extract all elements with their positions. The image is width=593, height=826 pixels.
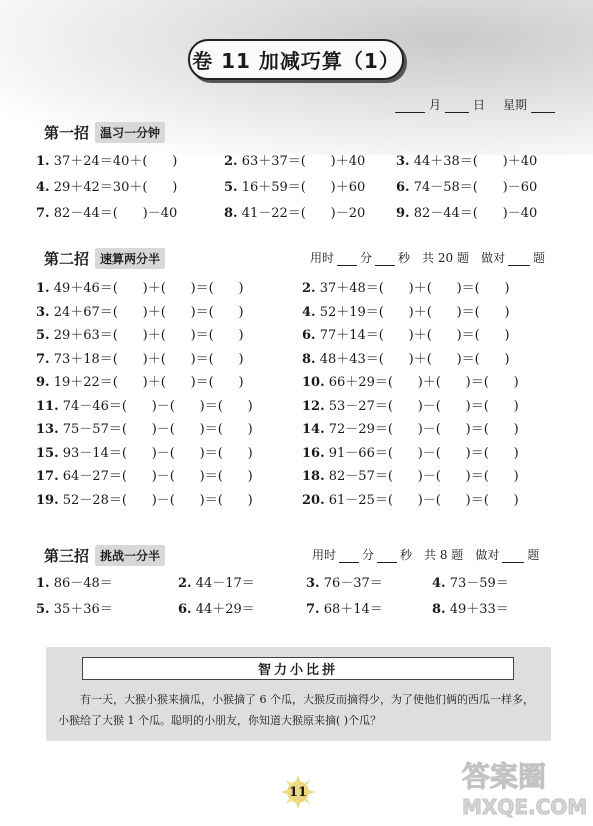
minutes-blank[interactable]	[339, 549, 359, 563]
page-number-badge	[281, 775, 315, 809]
problem-expression[interactable]: 68＋14＝	[323, 602, 383, 617]
timer-sec: 秒	[400, 548, 413, 562]
problem-number: 14.	[302, 422, 325, 437]
problem-expression[interactable]: 49＋33＝	[449, 602, 509, 617]
problem-item	[302, 348, 510, 367]
timer-prefix: 用时	[312, 548, 337, 562]
problem-expression[interactable]: 29＋63＝( )＋( )＝( )	[53, 328, 244, 343]
problem-number: 1.	[36, 576, 50, 591]
section2-label: 第二招	[44, 250, 90, 268]
problem-expression[interactable]: 48＋43＝( )＋( )＝( )	[319, 351, 510, 367]
timer-correct: 做对	[480, 251, 505, 265]
timer-unit: 题	[527, 548, 540, 562]
problem-item	[36, 418, 253, 437]
problem-number: 19.	[36, 492, 59, 508]
timer-unit: 题	[532, 251, 545, 265]
timer-min: 分	[362, 548, 375, 562]
timer-prefix: 用时	[310, 251, 335, 265]
minutes-blank[interactable]	[337, 252, 357, 266]
problem-number: 2.	[178, 576, 192, 591]
problem-item	[36, 572, 113, 591]
problem-number: 16.	[302, 445, 325, 461]
seconds-blank[interactable]	[375, 252, 395, 266]
correct-blank[interactable]	[508, 252, 530, 266]
date-line	[395, 96, 555, 113]
problem-item	[36, 202, 177, 221]
problem-expression[interactable]: 82－57＝( )－( )＝( )	[328, 469, 519, 484]
timer-sec: 秒	[398, 251, 411, 265]
problem-item	[302, 301, 510, 320]
problem-expression[interactable]: 29＋42＝30＋( )	[53, 180, 178, 195]
page-number: 11	[288, 784, 308, 800]
problem-number: 8.	[432, 602, 446, 617]
problem-number: 6.	[396, 180, 410, 195]
section3-tag: 挑战一分半	[95, 545, 165, 566]
problem-item	[36, 176, 177, 195]
puzzle-title: 智力小比拼	[82, 657, 514, 680]
watermark-line2: MXQE.COM	[462, 795, 588, 819]
problem-number: 7.	[306, 602, 320, 617]
problem-number: 5.	[36, 602, 50, 617]
problem-item	[396, 150, 537, 169]
month-blank[interactable]	[395, 99, 425, 113]
problem-expression[interactable]: 44＋38＝( )＋40	[413, 154, 538, 169]
problem-item	[178, 598, 255, 617]
problem-number: 15.	[36, 445, 59, 461]
problem-item	[178, 572, 255, 591]
problem-expression[interactable]: 37＋48＝( )＋( )＝( )	[319, 281, 510, 296]
problem-expression[interactable]: 52＋19＝( )＋( )＝( )	[319, 304, 510, 320]
problem-item	[302, 371, 519, 390]
section1-header	[44, 122, 165, 143]
problem-item	[396, 202, 537, 221]
problem-item	[306, 598, 383, 617]
timer-correct: 做对	[475, 548, 500, 562]
problem-number: 7.	[36, 351, 50, 367]
problem-expression[interactable]: 41－22＝( )－20	[241, 206, 366, 221]
problem-number: 4.	[432, 576, 446, 591]
problem-number: 3.	[306, 576, 320, 591]
problem-item	[224, 176, 365, 195]
weekday-blank[interactable]	[531, 99, 555, 113]
watermark-logo	[452, 752, 592, 822]
problem-item	[302, 442, 519, 461]
section3-label: 第三招	[44, 547, 90, 565]
day-blank[interactable]	[445, 99, 469, 113]
problem-number: 2.	[302, 281, 316, 296]
problem-number: 12.	[302, 398, 325, 414]
problem-expression[interactable]: 75－57＝( )－( )＝( )	[62, 422, 253, 437]
problem-expression[interactable]: 74－46＝( )－( )＝( )	[62, 398, 253, 414]
problem-item	[302, 489, 519, 508]
problem-item	[36, 442, 253, 461]
problem-expression[interactable]: 86－48＝	[53, 576, 113, 591]
problem-expression[interactable]: 64－27＝( )－( )＝( )	[62, 469, 253, 484]
problem-number: 1.	[36, 154, 50, 169]
timer-total: 共 8 题	[424, 548, 464, 562]
problem-item	[302, 418, 519, 437]
problem-number: 7.	[36, 206, 50, 221]
problem-expression[interactable]: 73＋18＝( )＋( )＝( )	[53, 351, 244, 367]
watermark-line1: 答案圈	[462, 760, 547, 793]
problem-number: 8.	[302, 351, 316, 367]
problem-item	[302, 324, 510, 343]
problem-number: 3.	[36, 304, 50, 320]
problem-item	[36, 277, 244, 296]
problem-number: 1.	[36, 281, 50, 296]
problem-item	[432, 572, 509, 591]
problem-number: 8.	[224, 206, 238, 221]
problem-number: 9.	[396, 206, 410, 221]
section2-header	[44, 248, 165, 269]
problem-expression[interactable]: 44－17＝	[195, 576, 255, 591]
problem-item	[302, 395, 519, 414]
day-label: 日	[472, 98, 485, 112]
problem-item	[224, 202, 365, 221]
puzzle-text: 有一天，大猴小猴来摘瓜，小猴摘了 6 个瓜，大猴反而摘得少，为了使他们俩的西瓜一样多，小猴给了大猴 1 个瓜。聪明的小朋友，你知道大猴原来摘( )个瓜？	[58, 693, 534, 727]
problem-item	[302, 465, 519, 484]
problem-item	[36, 150, 177, 169]
problem-item	[36, 324, 244, 343]
puzzle-box	[46, 647, 551, 741]
problem-expression[interactable]: 61－25＝( )－( )＝( )	[328, 492, 519, 508]
problem-item	[36, 395, 253, 414]
problem-item	[224, 150, 365, 169]
timer-min: 分	[360, 251, 373, 265]
problem-expression[interactable]: 82－44＝( )－40	[53, 206, 178, 221]
problem-expression[interactable]: 77＋14＝( )＋( )＝( )	[319, 328, 510, 343]
problem-number: 18.	[302, 469, 325, 484]
problem-item	[36, 371, 244, 390]
problem-number: 13.	[36, 422, 59, 437]
problem-item	[306, 572, 383, 591]
problem-item	[432, 598, 509, 617]
problem-expression[interactable]: 49＋46＝( )＋( )＝( )	[53, 281, 244, 296]
problem-expression[interactable]: 91－66＝( )－( )＝( )	[328, 445, 519, 461]
problem-expression[interactable]: 63＋37＝( )＋40	[241, 154, 366, 169]
month-label: 月	[428, 98, 441, 112]
problem-item	[36, 348, 244, 367]
problem-item	[302, 277, 510, 296]
section1-label: 第一招	[44, 124, 90, 142]
section2-timer	[310, 249, 545, 266]
problem-number: 5.	[224, 180, 238, 195]
section3-header	[44, 545, 165, 566]
problem-expression[interactable]: 82－44＝( )－40	[413, 206, 538, 221]
problem-expression[interactable]: 24＋67＝( )＋( )＝( )	[53, 304, 244, 320]
section3-timer	[312, 546, 539, 563]
problem-expression[interactable]: 76－37＝	[323, 576, 383, 591]
problem-number: 20.	[302, 492, 325, 508]
problem-number: 3.	[396, 154, 410, 169]
problem-number: 5.	[36, 328, 50, 343]
problem-expression[interactable]: 66＋29＝( )＋( )＝( )	[328, 375, 519, 390]
problem-expression[interactable]: 52－28＝( )－( )＝( )	[62, 492, 253, 508]
problem-item	[36, 465, 253, 484]
section2-tag: 速算两分半	[95, 248, 165, 269]
section1-tag: 温习一分钟	[95, 122, 165, 143]
problem-expression[interactable]: 74－58＝( )－60	[413, 180, 538, 195]
page-title: 卷 11 加减巧算（1）	[188, 39, 404, 80]
problem-number: 6.	[302, 328, 316, 343]
weekday-label: 星期	[503, 98, 528, 112]
problem-number: 11.	[36, 398, 59, 414]
problem-number: 4.	[302, 304, 316, 320]
problem-expression[interactable]: 16＋59＝( )＋60	[241, 180, 366, 195]
problem-expression[interactable]: 35＋36＝	[53, 602, 113, 617]
timer-total: 共 20 题	[422, 251, 469, 265]
problem-number: 2.	[224, 154, 238, 169]
correct-blank[interactable]	[502, 549, 524, 563]
problem-item	[36, 301, 244, 320]
problem-number: 9.	[36, 375, 50, 390]
problem-expression[interactable]: 19＋22＝( )＋( )＝( )	[53, 375, 244, 390]
problem-expression[interactable]: 73－59＝	[449, 576, 509, 591]
problem-item	[36, 598, 113, 617]
problem-item	[36, 489, 253, 508]
problem-expression[interactable]: 37＋24＝40＋( )	[53, 154, 178, 169]
problem-item	[396, 176, 537, 195]
problem-number: 4.	[36, 180, 50, 195]
problem-expression[interactable]: 44＋29＝	[195, 602, 255, 617]
problem-expression[interactable]: 93－14＝( )－( )＝( )	[62, 445, 253, 461]
problem-number: 6.	[178, 602, 192, 617]
problem-expression[interactable]: 72－29＝( )－( )＝( )	[328, 422, 519, 437]
problem-expression[interactable]: 53－27＝( )－( )＝( )	[328, 398, 519, 414]
problem-number: 17.	[36, 469, 59, 484]
problem-number: 10.	[302, 375, 325, 390]
seconds-blank[interactable]	[377, 549, 397, 563]
